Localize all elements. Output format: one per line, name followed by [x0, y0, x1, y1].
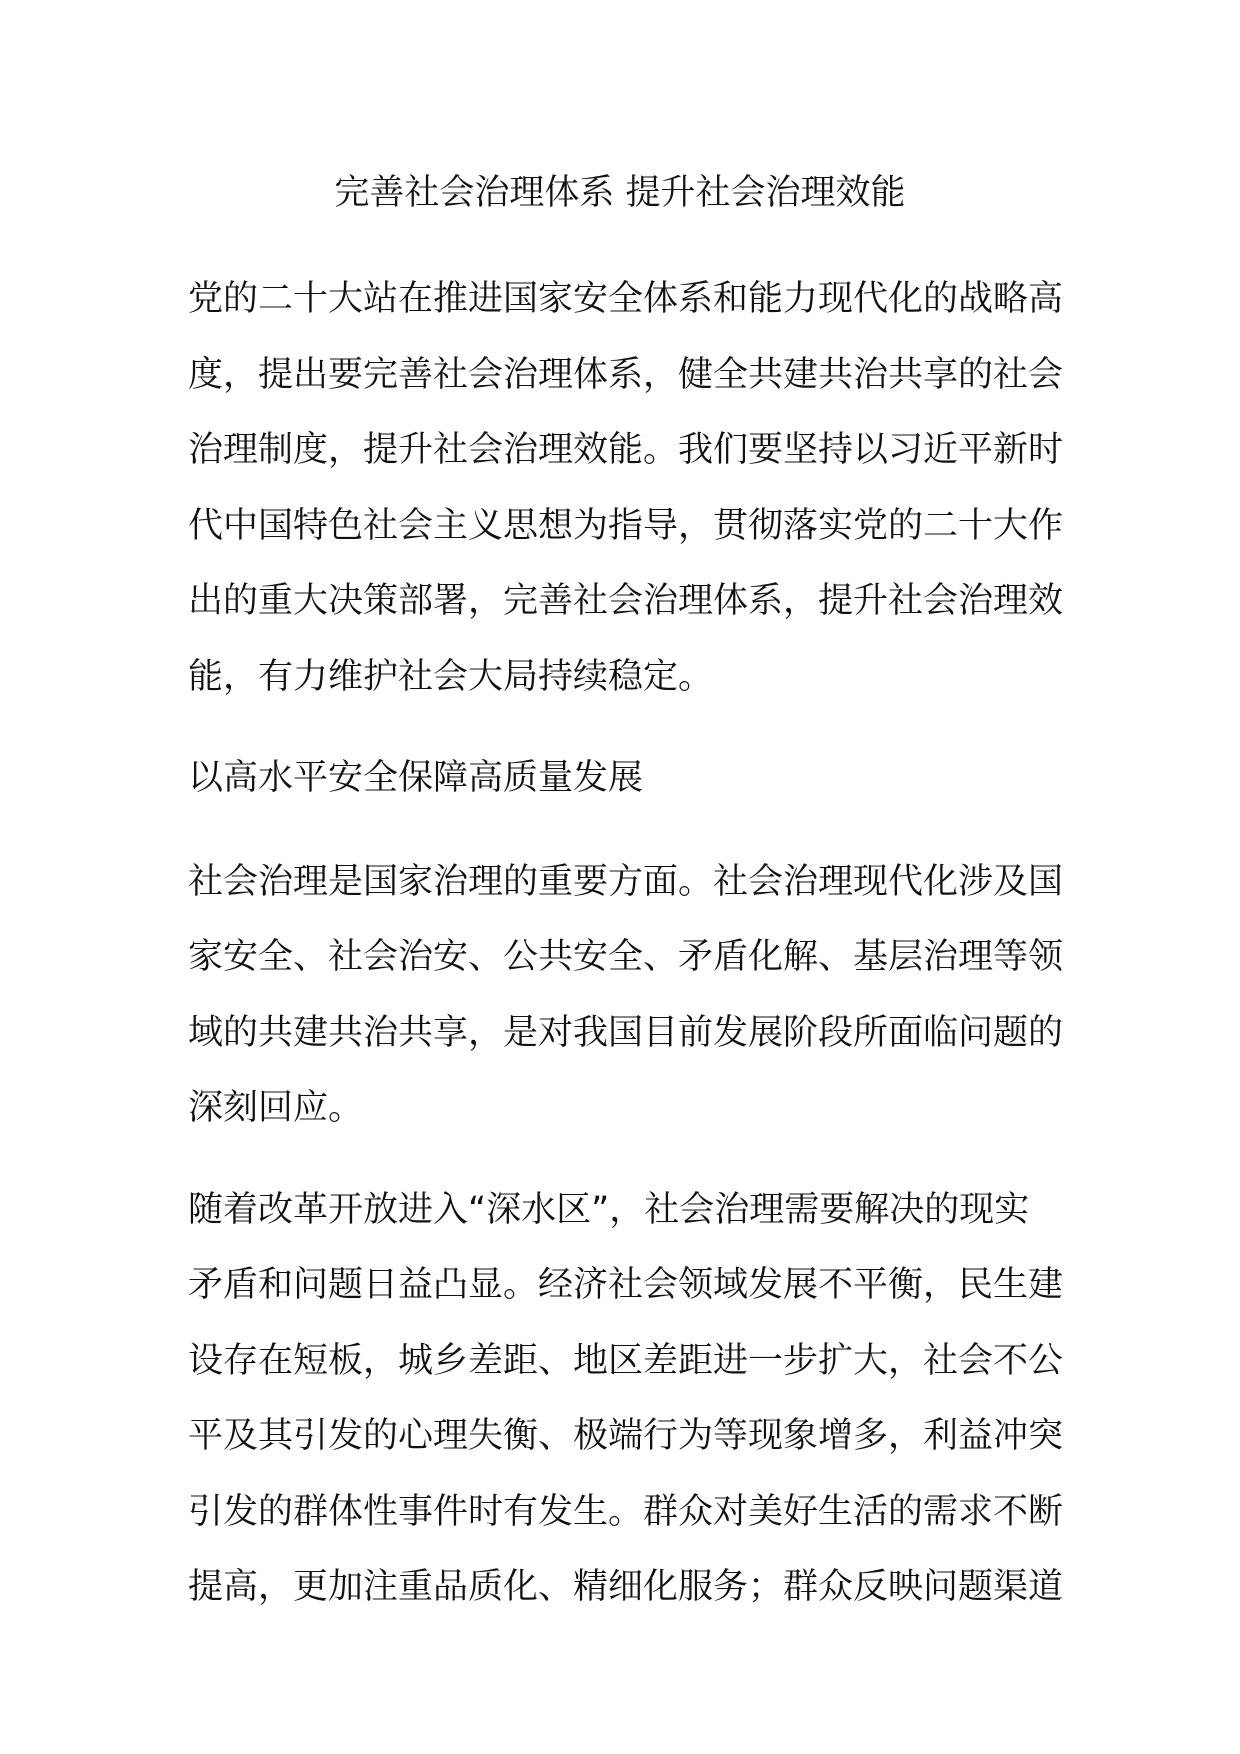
section-heading: 以高水平安全保障高质量发展: [188, 758, 644, 798]
paragraph-intro: 党的二十大站在推进国家安全体系和能力现代化的战略高度，提出要完善社会治理体系，健全共建共治共享的社会治理制度，提升社会治理效能。我们要坚持以习近平新时代中国特色社会主义思想为指导，贯彻落实党的二十大作出的重大决策部署，完善社会治理体系，提升社会治理效能，有力维护社会大局持续稳定。: [188, 279, 1064, 697]
paragraph-governance: 社会治理是国家治理的重要方面。社会治理现代化涉及国家安全、社会治安、公共安全、矛盾化解、基层治理等领域的共建共治共享，是对我国目前发展阶段所面临问题的深刻回应。: [188, 861, 1064, 1128]
paragraph-reform: 随着改革开放进入“深水区”，社会治理需要解决的现实矛盾和问题日益凸显。经济社会领域发展不平衡，民生建设存在短板，城乡差距、地区差距进一步扩大，社会不公平及其引发的心理失衡、极端行为等现象增多，利益冲突引发的群体性事件时有发生。群众对美好生活的需求不断提高，更加注重品质化、精细化服务；群众反映问题渠道: [188, 1189, 1064, 1607]
document-title: 完善社会治理体系 提升社会治理效能: [334, 173, 906, 213]
document-body: [188, 262, 1063, 1652]
